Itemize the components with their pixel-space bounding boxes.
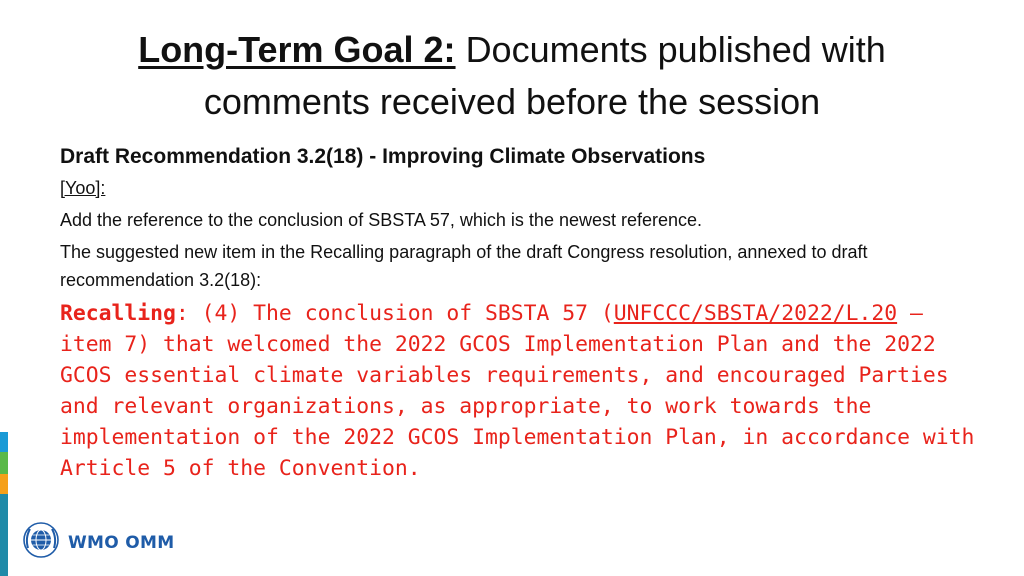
recalling-text-2: – item 7) that welcomed the 2022 GCOS Implementation Plan and the 2022 GCOS essential climate variables requirements, and encouraged Parties and relevant organizations, as appropriate, to work towards the implementation of the 2022 GCOS Implementation Plan, in accordance with Article 5 of the Convention.	[60, 301, 975, 481]
comment-paragraph-1: Add the reference to the conclusion of SBSTA 57, which is the newest reference.	[60, 210, 703, 230]
comment-paragraph-2: The suggested new item in the Recalling paragraph of the draft Congress resolution, annexed to draft recommendation 3.2(18):	[60, 242, 868, 290]
accent-bar-teal	[0, 494, 8, 576]
title-text: Documents published with comments received before the session	[203, 29, 886, 122]
wmo-emblem-icon	[22, 520, 60, 565]
commenter-line	[60, 174, 980, 202]
recalling-text-1: : (4) The conclusion of SBSTA 57 (	[175, 301, 614, 326]
commenter-label: [Yoo]:	[60, 178, 106, 198]
recalling-paragraph	[60, 298, 980, 484]
unfccc-document-link[interactable]: UNFCCC/SBSTA/2022/L.20	[613, 301, 898, 326]
goal-label: Long-Term Goal 2:	[138, 29, 456, 70]
wmo-logo	[22, 520, 174, 565]
logo-text: WMO OMM	[68, 532, 175, 553]
accent-bar-green	[0, 452, 8, 474]
accent-bar-blue	[0, 432, 8, 452]
recalling-label: Recalling	[60, 301, 176, 326]
slide-body	[60, 140, 980, 484]
slide-title	[70, 24, 954, 128]
recommendation-heading: Draft Recommendation 3.2(18) - Improving Climate Observations	[60, 145, 706, 168]
accent-bar-orange	[0, 474, 8, 494]
